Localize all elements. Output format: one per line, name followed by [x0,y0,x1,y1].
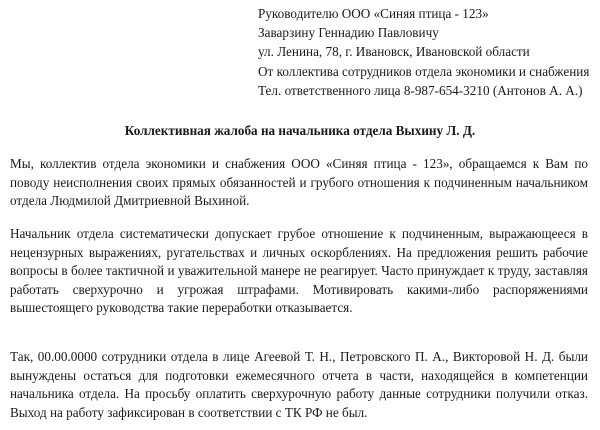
addressee-block [258,4,588,100]
address-line: ул. Ленина, 78, г. Ивановск, Ивановской области [258,44,530,60]
paragraph-intro: Мы, коллектив отдела экономики и снабжения ООО «Синяя птица - 123», обращаемся к Вам по поводу неисполнения своих прямых обязанностей и грубого отношения к подчиненным начальником отдела Людмилой Дмитриевной Выхиной. [10,156,588,209]
addressee-line: Руководителю ООО «Синяя птица - 123» [258,6,489,21]
phone-line: Тел. ответственного лица 8-987-654-3210 (Антонов А. А.) [258,82,583,98]
addressee-name-line: Заварзину Геннадию Павловичу [258,25,439,41]
paragraph-complaint: Начальник отдела систематически допускает грубое отношение к подчиненным, выражающееся в нецензурных выражениях, ругательствах и личных оскорблениях. На предложения решить рабочие вопросы в более тактичной и уважительной манере не реагирует. Часто принуждает к труду, заставляя работать сверхурочно и угрожая штрафами. Мотивировать какими-либо распоряжениями вышестоящего руководства такие переработки отказывается. [10,226,588,316]
sender-line: От коллектива сотрудников отдела экономики и снабжения [258,63,590,79]
paragraph-example: Так, 00.00.0000 сотрудники отдела в лице Агеевой Т. Н., Петровского П. А., Викторовой Н. Д. были вынуждены остаться для подготовки ежемесячного отчета в части, находящейся в компетенции начальника отдела. На просьбу оплатить сверхурочную работу данные сотрудники получили отказ. Выход на работу зафиксирован в соответствии с ТК РФ не был. [10,349,588,420]
document-title: Коллективная жалоба на начальника отдела Выхину Л. Д. [124,123,476,138]
